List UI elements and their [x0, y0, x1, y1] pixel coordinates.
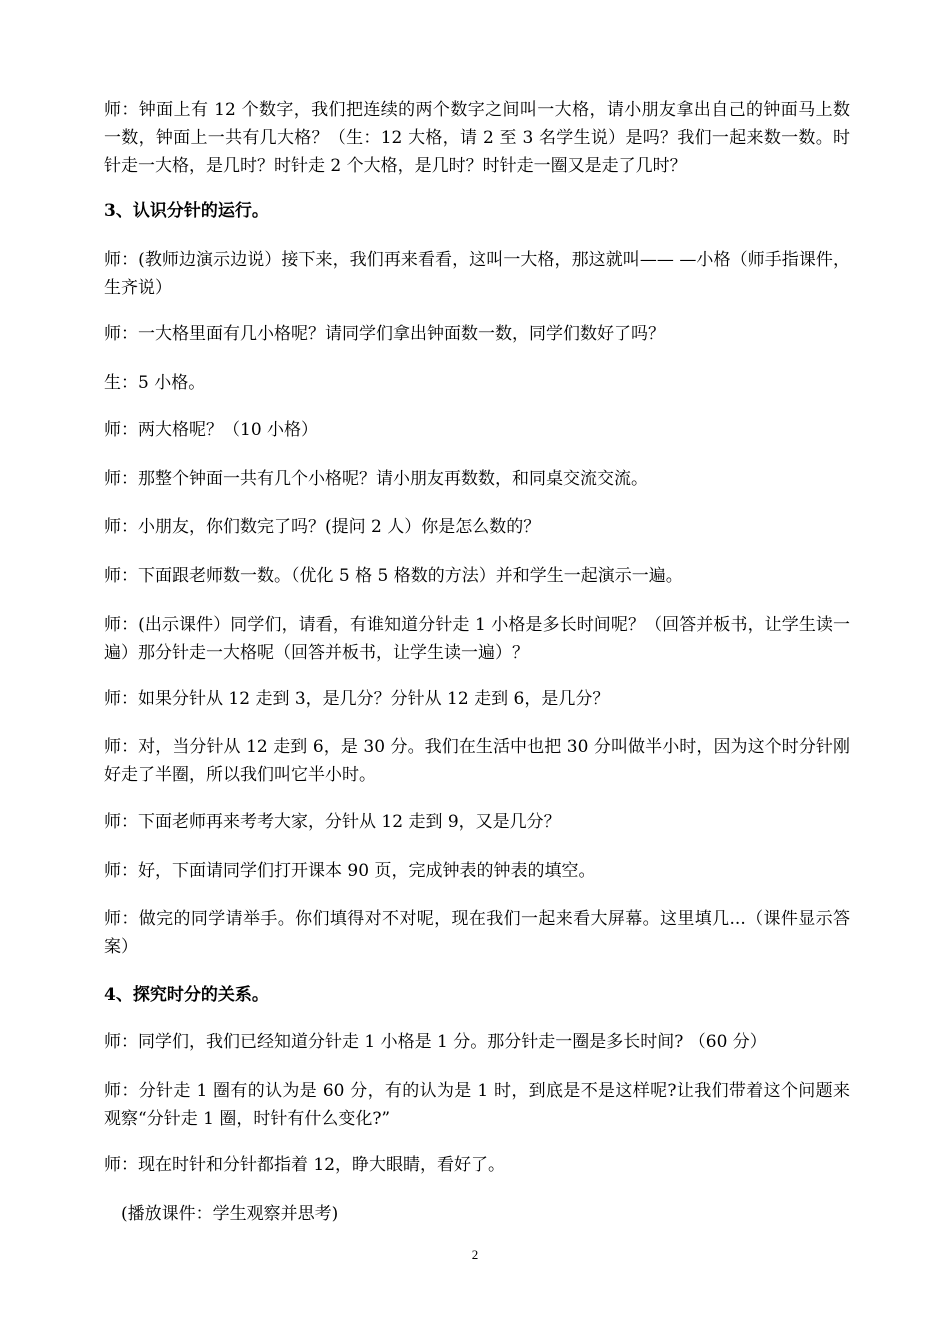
- paragraph-two-big-divisions: 师：两大格呢？（10 小格）: [104, 420, 319, 440]
- paragraph-half-hour: 师：对，当分针从 12 走到 6，是 30 分。我们在生活中也把 30 分叫做半小时，因为这个时分针刚好走了半圈，所以我们叫它半小时。: [104, 737, 850, 785]
- paragraph-total-small-divisions: 师：那整个钟面一共有几个小格呢？请小朋友再数数，和同桌交流交流。: [104, 469, 648, 489]
- paragraph-small-divisions-intro: 师：(教师边演示边说）接下来，我们再来看看，这叫一大格，那这就叫—— —小格（师手指课件，生齐说）: [104, 250, 850, 298]
- section-heading-hour-minute-relation: 4、探究时分的关系。: [104, 985, 269, 1005]
- paragraph-student-answer: 生：5 小格。: [104, 373, 206, 393]
- paragraph-observe-hour-hand: 师：分针走 1 圈有的认为是 60 分，有的认为是 1 时，到底是不是这样呢?让我们带着这个问题来观察“分针走 1 圈，时针有什么变化?”: [104, 1081, 850, 1129]
- paragraph-clock-big-divisions: 师：钟面上有 12 个数字，我们把连续的两个数字之间叫一大格，请小朋友拿出自己的钟面马上数一数，钟面上一共有几大格？（生：12 大格，请 2 至 3 名学生说）是吗？我们一起来数一数。时针走一大格，是几时？时针走 2 个大格，是几时？时针走一圈又是走了几时？: [104, 100, 850, 176]
- paragraph-count-with-teacher: 师：下面跟老师数一数。（优化 5 格 5 格数的方法）并和学生一起演示一遍。: [104, 566, 683, 586]
- paragraph-play-courseware: (播放课件：学生观察并思考): [121, 1204, 339, 1224]
- paragraph-both-hands-at-twelve: 师：现在时针和分针都指着 12，睁大眼睛，看好了。: [104, 1155, 506, 1175]
- paragraph-textbook-exercise: 师：好，下面请同学们打开课本 90 页，完成钟表的钟表的填空。: [104, 861, 596, 881]
- page-number: 2: [471, 1247, 479, 1262]
- paragraph-counting-method: 师：小朋友，你们数完了吗？(提问 2 人）你是怎么数的？: [104, 517, 541, 537]
- paragraph-one-minute: 师：(出示课件）同学们，请看，有谁知道分针走 1 小格是多长时间呢？（回答并板书，让学生读一遍）那分针走一大格呢（回答并板书，让学生读一遍）？: [104, 615, 850, 663]
- paragraph-check-answers: 师：做完的同学请举手。你们填得对不对呢，现在我们一起来看大屏幕。这里填几...（课件显示答案）: [104, 909, 850, 957]
- paragraph-minute-hand-question: 师：如果分针从 12 走到 3，是几分？分针从 12 走到 6，是几分？: [104, 689, 610, 709]
- paragraph-full-circle: 师：同学们，我们已经知道分针走 1 小格是 1 分。那分针走一圈是多长时间? （60 分）: [104, 1032, 767, 1052]
- paragraph-count-small-divisions: 师：一大格里面有几小格呢？请同学们拿出钟面数一数，同学们数好了吗？: [104, 324, 665, 344]
- section-heading-minute-hand: 3、认识分针的运行。: [104, 201, 269, 221]
- paragraph-quiz-twelve-to-nine: 师：下面老师再来考考大家，分针从 12 走到 9，又是几分？: [104, 812, 561, 832]
